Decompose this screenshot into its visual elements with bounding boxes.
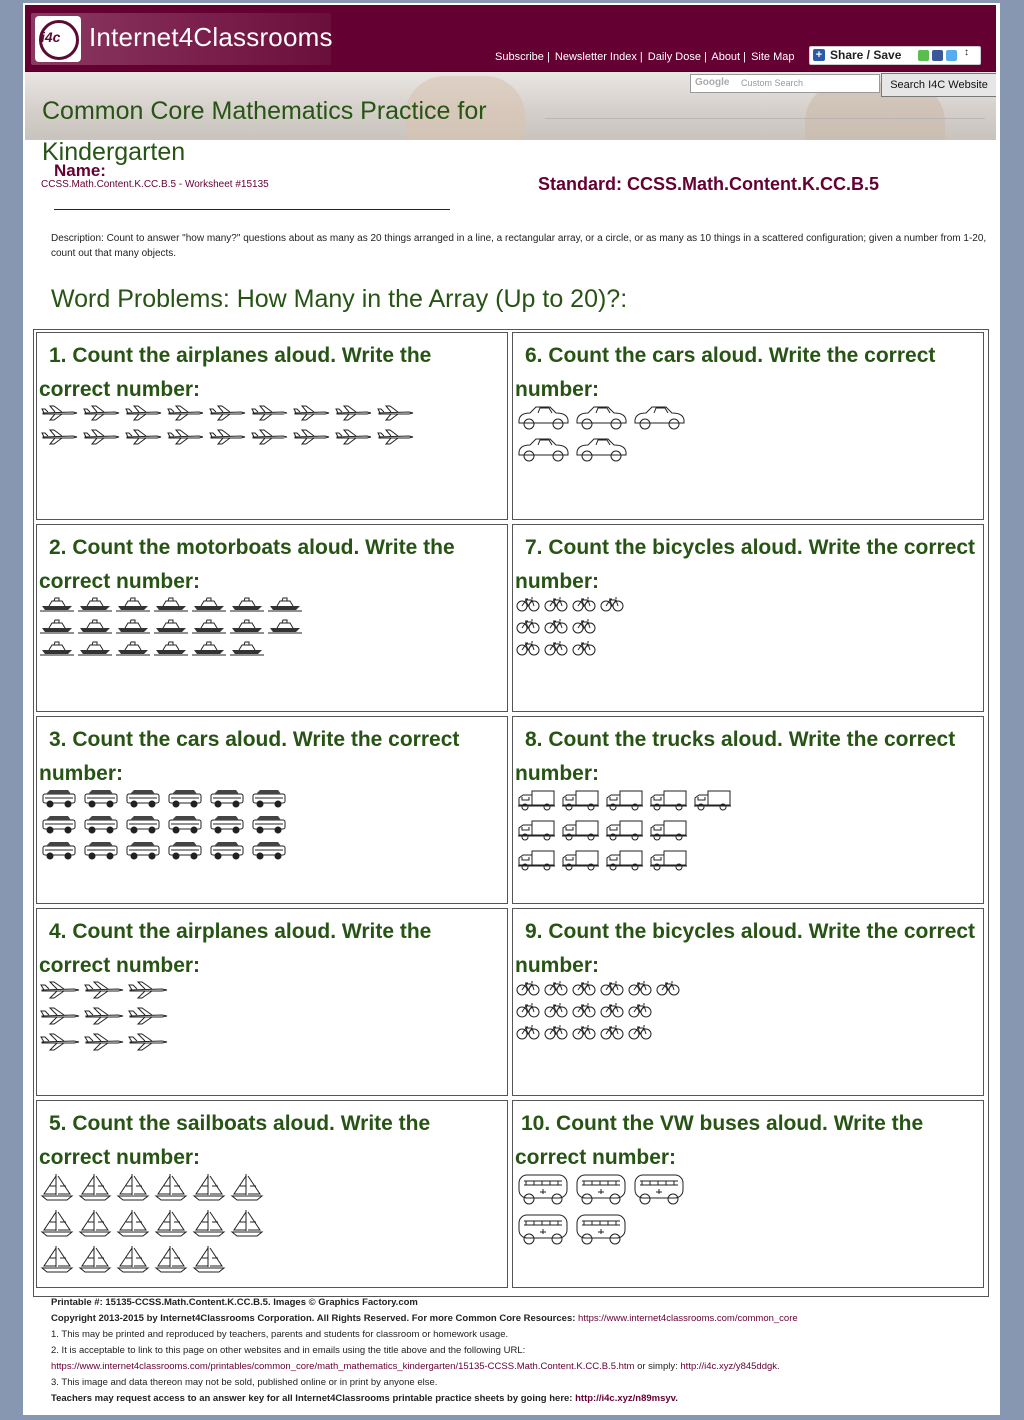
jet-icon [84, 1032, 124, 1052]
picture-array [40, 401, 418, 449]
sailboat-icon [192, 1208, 226, 1238]
roadster-icon [632, 404, 686, 430]
worksheet-subtitle: Word Problems: How Many in the Array (Up to 20)?: [51, 285, 628, 313]
bicycle-icon [516, 618, 540, 634]
airplane-icon [250, 428, 288, 446]
search-input[interactable]: Google Custom Search [690, 74, 880, 93]
picture-row [40, 1205, 268, 1241]
bicycle-icon [600, 1024, 624, 1040]
picture-row [40, 811, 292, 837]
picture-row [40, 615, 306, 637]
page [23, 3, 1000, 1415]
roadster-icon [574, 404, 628, 430]
airplane-icon [40, 404, 78, 422]
site-logo[interactable] [31, 13, 331, 65]
bicycle-icon [544, 596, 568, 612]
picture-array [40, 977, 172, 1055]
question-cell [36, 908, 508, 1096]
facebook-icon [932, 50, 943, 61]
truck-icon [560, 788, 600, 812]
jet-icon [128, 980, 168, 1000]
sailboat-icon [154, 1172, 188, 1202]
question-text: 1. Count the airplanes aloud. Write the correct number: [39, 344, 432, 401]
bicycle-icon [544, 1002, 568, 1018]
picture-row [40, 637, 306, 659]
airplane-icon [376, 428, 414, 446]
motorboat-icon [40, 640, 74, 656]
motorboat-icon [268, 618, 302, 634]
truck-icon [604, 788, 644, 812]
motorboat-icon [154, 640, 188, 656]
motorboat-icon [116, 596, 150, 612]
sailboat-icon [40, 1172, 74, 1202]
sailboat-icon [116, 1172, 150, 1202]
bicycle-icon [628, 1024, 652, 1040]
sailboat-icon [154, 1244, 188, 1274]
share-plus-icon: + [813, 49, 825, 61]
picture-row [40, 401, 418, 425]
airplane-icon [292, 404, 330, 422]
jet-icon [128, 1032, 168, 1052]
question-text: 6. Count the cars aloud. Write the correct number: [515, 344, 936, 401]
motorboat-icon [230, 640, 264, 656]
question-text: 9. Count the bicycles aloud. Write the correct number: [515, 920, 976, 977]
motorboat-icon [192, 596, 226, 612]
motorboat-icon [154, 618, 188, 634]
bicycle-icon [544, 1024, 568, 1040]
share-dropdown-icon: ↕ [964, 47, 969, 58]
bicycle-icon [516, 1002, 540, 1018]
picture-row [516, 999, 684, 1021]
question-cell [36, 524, 508, 712]
sailboat-icon [192, 1172, 226, 1202]
bicycle-icon [600, 980, 624, 996]
share-save-button[interactable]: + Share / Save ↕ [809, 46, 981, 65]
truck-icon [516, 818, 556, 842]
truck-icon [516, 848, 556, 872]
picture-row [40, 425, 418, 449]
jeep-icon [40, 788, 78, 808]
truck-icon [604, 818, 644, 842]
bicycle-icon [516, 1024, 540, 1040]
jeep-icon [40, 840, 78, 860]
airplane-icon [124, 428, 162, 446]
picture-row [40, 837, 292, 863]
nav-subscribe[interactable]: Subscribe | [495, 51, 550, 63]
name-label: Name: [54, 161, 106, 180]
bicycle-icon [572, 596, 596, 612]
answer-key-note: Teachers may request access to an answer key for all Internet4Classrooms printable practice sheets by going here: http://i4c.xyz/n89msyv. [51, 1393, 678, 1404]
sailboat-icon [154, 1208, 188, 1238]
roadster-icon [574, 436, 628, 462]
question-text: 4. Count the airplanes aloud. Write the correct number: [39, 920, 432, 977]
airplane-icon [292, 428, 330, 446]
motorboat-icon [116, 640, 150, 656]
sailboat-icon [230, 1172, 264, 1202]
motorboat-icon [78, 596, 112, 612]
nav-daily-dose[interactable]: Daily Dose | [647, 51, 707, 63]
picture-row [40, 977, 172, 1003]
picture-row [40, 1169, 268, 1205]
question-cell [512, 332, 984, 520]
truck-icon [648, 848, 688, 872]
question-text: 3. Count the cars aloud. Write the correct number: [39, 728, 460, 785]
picture-row [516, 401, 690, 433]
picture-row [40, 593, 306, 615]
motorboat-icon [116, 618, 150, 634]
picture-array [40, 1169, 268, 1277]
jet-icon [84, 980, 124, 1000]
picture-array [516, 1169, 690, 1249]
jeep-icon [166, 840, 204, 860]
vw-bus-icon [516, 1212, 570, 1246]
jeep-icon [124, 814, 162, 834]
truck-icon [560, 848, 600, 872]
picture-row [516, 593, 628, 615]
bicycle-icon [572, 1024, 596, 1040]
worksheet-id: CCSS.Math.Content.K.CC.B.5 - Worksheet #15135 [41, 179, 269, 190]
jeep-icon [124, 840, 162, 860]
airplane-icon [82, 404, 120, 422]
jeep-icon [208, 788, 246, 808]
note-2-urls: https://www.internet4classrooms.com/printables/common_core/math_mathematics_kindergarten/15135-CCSS.Math.Content.K.CC.B.5.htm or simply: http://i4c.xyz/y845ddgk. [51, 1361, 780, 1372]
jet-icon [84, 1006, 124, 1026]
nav-newsletter-index[interactable]: Newsletter Index | [554, 51, 643, 63]
picture-row [40, 1029, 172, 1055]
vw-bus-icon [574, 1212, 628, 1246]
airplane-icon [166, 404, 204, 422]
bicycle-icon [572, 980, 596, 996]
picture-row [516, 433, 690, 465]
sailboat-icon [192, 1244, 226, 1274]
jeep-icon [208, 840, 246, 860]
airplane-icon [334, 404, 372, 422]
picture-array [40, 593, 306, 659]
picture-row [40, 785, 292, 811]
motorboat-icon [230, 618, 264, 634]
picture-array [516, 401, 690, 465]
question-text: 5. Count the sailboats aloud. Write the correct number: [39, 1112, 431, 1169]
bicycle-icon [628, 1002, 652, 1018]
jeep-icon [82, 840, 120, 860]
jeep-icon [250, 814, 288, 834]
sailboat-icon [78, 1244, 112, 1274]
airplane-icon [334, 428, 372, 446]
question-cell [512, 908, 984, 1096]
truck-icon [692, 788, 732, 812]
motorboat-icon [230, 596, 264, 612]
question-cell [36, 332, 508, 520]
bicycle-icon [628, 980, 652, 996]
jeep-icon [250, 840, 288, 860]
truck-icon [648, 818, 688, 842]
motorboat-icon [268, 596, 302, 612]
question-cell [512, 716, 984, 904]
bicycle-icon [516, 640, 540, 656]
jeep-icon [82, 814, 120, 834]
question-text: 8. Count the trucks aloud. Write the correct number: [515, 728, 956, 785]
bicycle-icon [572, 618, 596, 634]
picture-row [40, 1003, 172, 1029]
picture-row [516, 815, 736, 845]
bicycle-icon [600, 596, 624, 612]
jet-icon [128, 1006, 168, 1026]
page-title: Common Core Mathematics Practice for Kindergarten [42, 97, 487, 166]
jet-icon [40, 980, 80, 1000]
picture-row [516, 637, 628, 659]
truck-icon [560, 818, 600, 842]
motorboat-icon [78, 640, 112, 656]
picture-row [516, 977, 684, 999]
footer [51, 1295, 991, 1407]
picture-row [516, 1209, 690, 1249]
picture-row [516, 1169, 690, 1209]
question-cell [512, 524, 984, 712]
airplane-icon [82, 428, 120, 446]
picture-row [516, 1021, 684, 1043]
motorboat-icon [154, 596, 188, 612]
sailboat-icon [230, 1208, 264, 1238]
picture-row [516, 845, 736, 875]
question-text: 2. Count the motorboats aloud. Write the correct number: [39, 536, 455, 593]
jeep-icon [208, 814, 246, 834]
jet-icon [40, 1032, 80, 1052]
sailboat-icon [40, 1208, 74, 1238]
question-cell [512, 1100, 984, 1288]
share-email-icon [918, 50, 929, 61]
truck-icon [648, 788, 688, 812]
airplane-icon [166, 428, 204, 446]
motorboat-icon [192, 640, 226, 656]
bicycle-icon [656, 980, 680, 996]
jet-icon [40, 1006, 80, 1026]
sailboat-icon [116, 1244, 150, 1274]
motorboat-icon [192, 618, 226, 634]
common-core-link[interactable]: https://www.internet4classrooms.com/common_core [578, 1313, 798, 1324]
bicycle-icon [544, 640, 568, 656]
short-url-link[interactable]: http://i4c.xyz/y845ddgk [680, 1361, 778, 1372]
motorboat-icon [40, 596, 74, 612]
question-text: 7. Count the bicycles aloud. Write the correct number: [515, 536, 976, 593]
jeep-icon [166, 788, 204, 808]
jeep-icon [82, 788, 120, 808]
answer-key-link[interactable]: http://i4c.xyz/n89msyv [575, 1393, 676, 1404]
top-nav [495, 51, 797, 63]
airplane-icon [124, 404, 162, 422]
airplane-icon [376, 404, 414, 422]
vw-bus-icon [632, 1172, 686, 1206]
jeep-icon [250, 788, 288, 808]
standard-label: Standard: CCSS.Math.Content.K.CC.B.5 [538, 174, 880, 194]
site-header [25, 5, 996, 72]
sailboat-icon [40, 1244, 74, 1274]
note-2: 2. It is acceptable to link to this page on other websites and in emails using the title above and the following URL: [51, 1345, 526, 1356]
jeep-icon [124, 788, 162, 808]
bicycle-icon [572, 640, 596, 656]
logo-badge-icon: i4c [35, 16, 81, 62]
note-1: 1. This may be printed and reproduced by teachers, parents and students for classroom or homework usage. [51, 1329, 509, 1340]
vw-bus-icon [574, 1172, 628, 1206]
bicycle-icon [572, 1002, 596, 1018]
picture-array [516, 977, 684, 1043]
bicycle-icon [516, 596, 540, 612]
picture-row [516, 615, 628, 637]
airplane-icon [208, 404, 246, 422]
picture-array [516, 593, 628, 659]
airplane-icon [40, 428, 78, 446]
picture-array [516, 785, 736, 875]
truck-icon [604, 848, 644, 872]
bicycle-icon [544, 980, 568, 996]
jeep-icon [40, 814, 78, 834]
motorboat-icon [78, 618, 112, 634]
picture-row [40, 1241, 268, 1277]
description: Description: Count to answer "how many?" questions about as many as 20 things arranged in a line, a rectangular array, or a circle, or as many as 10 things in a scattered configuration; given a number from 1-20, count out that many objects. [51, 233, 987, 259]
truck-icon [516, 788, 556, 812]
vw-bus-icon [516, 1172, 570, 1206]
roadster-icon [516, 436, 570, 462]
search-button[interactable]: Search I4C Website [881, 73, 996, 97]
airplane-icon [208, 428, 246, 446]
sailboat-icon [78, 1208, 112, 1238]
note-3: 3. This image and data thereon may not be sold, published online or in print by anyone else. [51, 1377, 438, 1388]
question-grid [33, 329, 989, 1297]
question-cell [36, 1100, 508, 1288]
nav-site-map[interactable]: Site Map [751, 51, 795, 63]
sailboat-icon [116, 1208, 150, 1238]
picture-array [40, 785, 292, 863]
bicycle-icon [544, 618, 568, 634]
motorboat-icon [40, 618, 74, 634]
question-cell [36, 716, 508, 904]
airplane-icon [250, 404, 288, 422]
bicycle-icon [600, 1002, 624, 1018]
copyright: Copyright 2013-2015 by Internet4Classrooms Corporation. All Rights Reserved. For more Common Core Resources: https://www.internet4classrooms.com/common_core [51, 1313, 798, 1324]
nav-about[interactable]: About | [711, 51, 747, 63]
name-line [54, 209, 450, 210]
roadster-icon [516, 404, 570, 430]
twitter-icon [946, 50, 957, 61]
printable-number: Printable #: 15135-CCSS.Math.Content.K.CC.B.5. Images © Graphics Factory.com [51, 1297, 418, 1308]
bicycle-icon [516, 980, 540, 996]
jeep-icon [166, 814, 204, 834]
sailboat-icon [78, 1172, 112, 1202]
logo-text: Internet4Classrooms [89, 22, 333, 52]
worksheet-url-link[interactable]: https://www.internet4classrooms.com/printables/common_core/math_mathematics_kindergarten/15135-CCSS.Math.Content.K.CC.B.5.htm [51, 1361, 635, 1372]
picture-row [516, 785, 736, 815]
question-text: 10. Count the VW buses aloud. Write the correct number: [515, 1112, 924, 1169]
